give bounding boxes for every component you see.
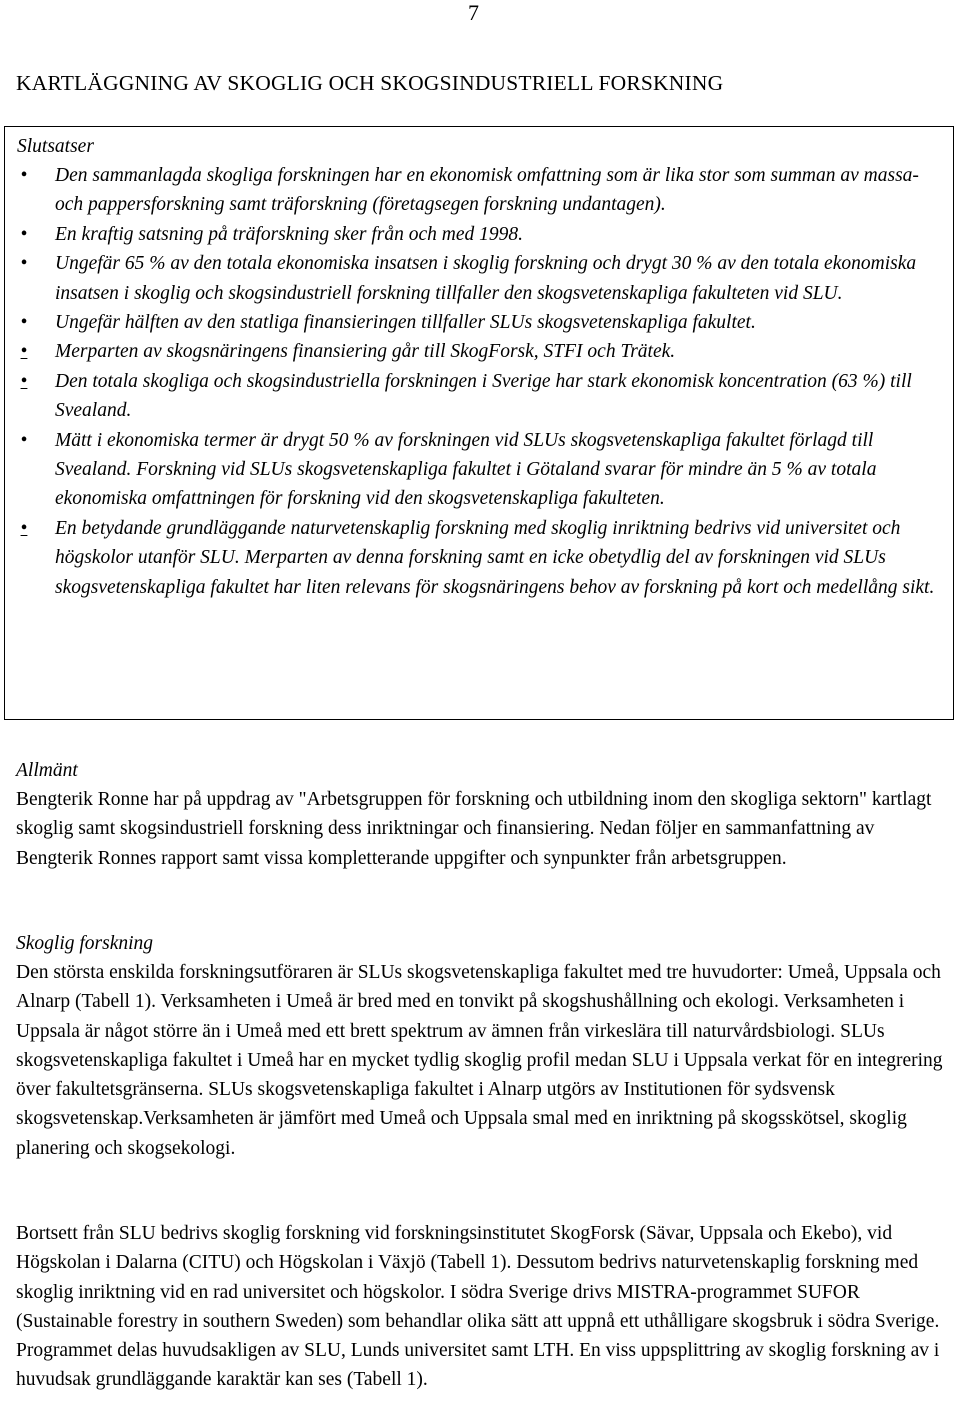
conclusions-heading: Slutsatser [17, 136, 94, 157]
bullet-icon: • [20, 429, 28, 451]
conclusion-text: Ungefär 65 % av den totala ekonomiska insatsen i skoglig forskning och drygt 30 % av den totala ekonomiska insatsen i skoglig och skogsindustriell forskning tillfaller den skogsvetenskapliga fakulteten vid SLU. [55, 253, 917, 304]
conclusion-item [5, 308, 950, 337]
conclusion-text: Den totala skogliga och skogsindustriella forskningen i Sverige har stark ekonomisk koncentration (63 %) till Svealand. [55, 370, 912, 422]
conclusion-text: Merparten av skogsnäringens finansiering går till SkogForsk, STFI och Trätek. [55, 341, 676, 363]
bullet-icon: • [20, 370, 28, 392]
conclusion-item [5, 337, 950, 366]
conclusion-item [5, 367, 950, 426]
bullet-icon: • [20, 517, 28, 539]
conclusion-text: Den sammanlagda skogliga forskningen har en ekonomisk omfattning som är lika stor som summan av massa- och pappersforskning samt träforskning (företagsegen forskning undantagen). [55, 165, 919, 216]
forest-research-heading: Skoglig forskning [16, 933, 154, 954]
conclusion-text: Ungefär hälften av den statliga finansieringen tillfaller SLUs skogsvetenskapliga fakultet. [55, 312, 756, 334]
general-heading: Allmänt [16, 760, 78, 781]
bullet-icon: • [20, 341, 28, 363]
conclusion-text: En betydande grundläggande naturvetenskaplig forskning med skoglig inriktning bedrivs vid universitet och högskolor utanför SLU. Merparten av denna forskning samt en icke obetydlig del av forskningen vid SLUs skogsvetenskapliga fakultet har liten relevans för skogsnäringens behov av forskning på kort och medellång sikt. [55, 517, 935, 598]
conclusion-text: Mätt i ekonomiska termer är drygt 50 % av forskningen vid SLUs skogsvetenskapliga fakultet förlagd till Svealand. Forskning vid SLUs skogsvetenskapliga fakultet i Götaland svarar för mindre än 5 % av totala ekonomiska omfattningen för forskning vid den skogsvetenskapliga fakulteten. [55, 429, 877, 510]
conclusion-item [5, 220, 950, 249]
conclusion-item [5, 249, 950, 308]
conclusion-text: En kraftig satsning på träforskning sker från och med 1998. [55, 223, 523, 245]
forest-research-paragraph-1: Den största enskilda forskningsutföraren är SLUs skogsvetenskapliga fakultet med tre huvudorter: Umeå, Uppsala och Alnarp (Tabell 1). Verksamheten i Umeå är bred med en tonvikt på skogshushållning och ekologi. Verksamheten i Uppsala är något större än i Umeå med ett brett spektrum av ämnen från virkeslära till naturvårdsbiologi. SLUs skogsvetenskapliga fakultet i Umeå har en mycket tydlig skoglig profil medan SLU i Uppsala verkat för en integrering över fakultetsgränserna. SLUs skogsvetenskapliga fakultet i Alnarp utgörs av Institutionen för sydsvensk skogsvetenskap.Verksamheten är jämfört med Umeå och Uppsala smal med en inriktning på skogsskötsel, skoglig planering och skogsekologi. [16, 962, 943, 1159]
conclusion-item [5, 426, 950, 514]
general-paragraph: Bengterik Ronne har på uppdrag av "Arbetsgruppen för forskning och utbildning inom den skogliga sektorn" kartlagt skoglig samt skogsindustriell forskning dess inriktningar och finansiering. Nedan följer en sammanfattning av Bengterik Ronnes rapport samt vissa kompletterande uppgifter och synpunkter från arbetsgruppen. [16, 789, 932, 869]
bullet-icon: • [20, 223, 28, 245]
bullet-icon: • [20, 165, 28, 186]
conclusion-item [5, 161, 950, 220]
conclusions-list [5, 161, 950, 602]
bullet-icon: • [20, 253, 28, 275]
document-title: KARTLÄGGNING AV SKOGLIG OCH SKOGSINDUSTRIELL FORSKNING [16, 71, 724, 95]
conclusion-item [5, 514, 950, 602]
forest-research-paragraph-2: Bortsett från SLU bedrivs skoglig forskning vid forskningsinstitutet SkogForsk (Sävar, Uppsala och Ekebo), vid Högskolan i Dalarna (CITU) och Högskolan i Växjö (Tabell 1). Dessutom bedrivs naturvetenskaplig forskning med skoglig inriktning vid en rad universitet och högskolor. I södra Sverige drivs MISTRA-programmet SUFOR (Sustainable forestry in southern Sweden) som behandlar olika sätt att uppnå ett uthålligare skogsbruk i södra Sverige. Programmet delas huvudsakligen av SLU, Lunds universitet samt LTH. En viss uppsplittring av skoglig forskning av i huvudsak grundläggande karaktär kan ses (Tabell 1). [16, 1223, 940, 1391]
bullet-icon: • [20, 312, 28, 334]
page-number: 7 [468, 0, 479, 25]
conclusions-box [4, 126, 954, 720]
